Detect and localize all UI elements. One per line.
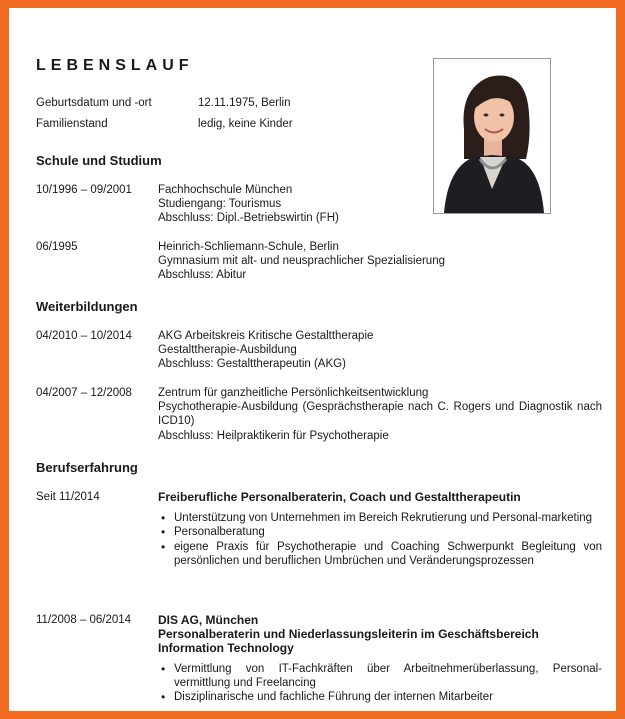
job-bullet: • eigene Praxis für Psychotherapie und Coaching Schwerpunkt Begleitung von persönlichen und beruflichen Umbrüchen und Veränderungsprozessen (174, 540, 602, 568)
section-heading-beruf: Berufserfahrung (36, 460, 138, 475)
entry-date: 11/2008 – 06/2014 (36, 614, 132, 626)
job-bullet-list (158, 511, 602, 568)
entry-date: 10/1996 – 09/2001 (36, 184, 132, 196)
entry-line: Zentrum für ganzheitliche Persönlichkeitsentwicklung (158, 387, 429, 399)
family-value: ledig, keine Kinder (198, 118, 293, 130)
section-heading-schule: Schule und Studium (36, 153, 162, 168)
job-bullet: • Vermittlung von IT-Fachkräften über Arbeitnehmerüberlassung, Personal-vermittlung und Freelancing (174, 662, 602, 690)
entry-line: Abschluss: Heilpraktikerin für Psychotherapie (158, 429, 389, 442)
entry-date: 06/1995 (36, 241, 78, 253)
birth-label: Geburtsdatum und -ort (36, 97, 152, 109)
section-heading-weiter: Weiterbildungen (36, 299, 138, 314)
job-heading: Personalberaterin und Niederlassungsleiterin im Geschäftsbereich Information Technology (158, 627, 539, 656)
entry-line: Psychotherapie-Ausbildung (Gesprächstherapie nach C. Rogers und Diagnostik nach ICD10) (158, 401, 602, 428)
job-bullet: • Personalberatung (174, 525, 602, 539)
entry-line: Abschluss: Gestalttherapeutin (AKG) (158, 358, 346, 371)
job-bullet: • Disziplinarische und fachliche Führung der internen Mitarbeiter (174, 690, 602, 704)
entry-date: 04/2007 – 12/2008 (36, 387, 132, 399)
entry-line: Gymnasium mit alt- und neusprachlicher Spezialisierung (158, 255, 445, 268)
page-title: LEBENSLAUF (36, 57, 194, 74)
job-bullet: • Unterstützung von Unternehmen im Bereich Rekrutierung und Personal-marketing (174, 511, 602, 525)
entry-line: Abschluss: Dipl.-Betriebswirtin (FH) (158, 212, 339, 225)
entry-line: Abschluss: Abitur (158, 269, 247, 282)
entry-date: 04/2010 – 10/2014 (36, 330, 132, 342)
entry-line: AKG Arbeitskreis Kritische Gestalttherapie (158, 330, 374, 342)
cv-page (9, 8, 616, 711)
job-company: DIS AG, München (158, 613, 259, 627)
birth-value: 12.11.1975, Berlin (198, 97, 291, 109)
entry-line: Fachhochschule München (158, 184, 293, 196)
entry-line: Gestalttherapie-Ausbildung (158, 344, 297, 357)
family-label: Familienstand (36, 118, 108, 130)
entry-date: Seit 11/2014 (36, 491, 100, 503)
entry-line: Studiengang: Tourismus (158, 198, 282, 211)
job-heading: Freiberufliche Personalberaterin, Coach und Gestalttherapeutin (158, 490, 521, 504)
job-bullet-list (158, 662, 602, 705)
entry-line: Heinrich-Schliemann-Schule, Berlin (158, 241, 339, 253)
